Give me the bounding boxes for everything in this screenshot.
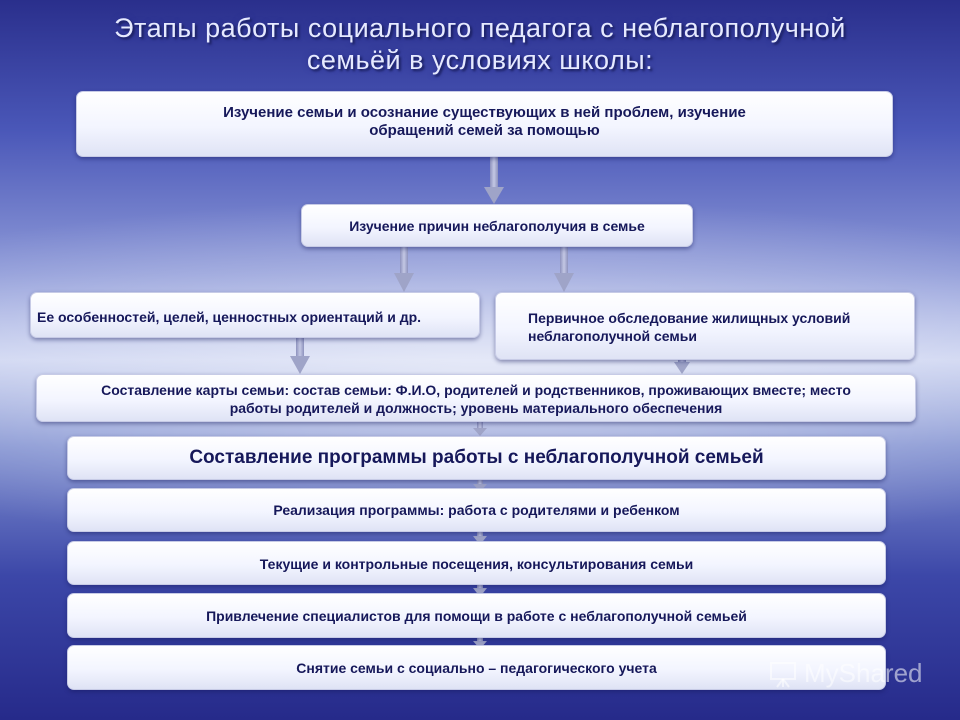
step-features xyxy=(30,292,480,338)
step-family-map xyxy=(36,374,916,422)
arrow-down-icon xyxy=(473,420,487,436)
step-program xyxy=(67,436,886,480)
arrow-down-icon xyxy=(394,247,414,292)
step-specialists-text: Привлечение специалистов для помощи в работе с неблагополучной семьей xyxy=(206,607,747,624)
step-family-map-line1: Составление карты семьи: состав семьи: Ф.И.О, родителей и родственников, проживающих вместе; место xyxy=(101,382,851,398)
arrow-down-icon xyxy=(484,157,504,204)
step-study-family xyxy=(76,91,893,157)
step-specialists xyxy=(67,593,886,638)
step-visits-text: Текущие и контрольные посещения, консультирования семьи xyxy=(259,556,694,572)
step-inspection-line1: Первичное обследование жилищных условий xyxy=(528,310,851,326)
step-study-family-line2: обращений семей за помощью xyxy=(369,122,600,139)
watermark-text: MyShared xyxy=(804,658,923,688)
slide-title-line1: Этапы работы социального педагога с неблагополучной xyxy=(114,13,846,43)
step-implementation-text: Реализация программы: работа с родителями и ребенком xyxy=(273,502,680,518)
step-study-family-line1: Изучение семьи и осознание существующих в ней проблем, изучение xyxy=(223,104,746,121)
step-visits xyxy=(67,541,886,585)
arrow-down-icon xyxy=(554,247,574,292)
presentation-board-icon xyxy=(768,659,798,689)
step-causes-text: Изучение причин неблагополучия в семье xyxy=(349,217,645,234)
step-causes xyxy=(301,204,693,247)
slide-title-line2: семьёй в условиях школы: xyxy=(306,45,654,75)
step-inspection xyxy=(495,292,915,360)
arrow-down-icon xyxy=(290,338,310,374)
step-family-map-line2: работы родителей и должность; уровень материального обеспечения xyxy=(229,400,723,416)
step-inspection-line2: неблагополучной семьи xyxy=(528,328,697,344)
step-deregistration xyxy=(67,645,886,690)
step-features-text: Ее особенностей, целей, ценностных ориентаций и др. xyxy=(37,309,422,325)
watermark xyxy=(768,658,923,689)
step-implementation xyxy=(67,488,886,532)
step-program-text: Составление программы работы с неблагополучной семьей xyxy=(189,447,764,468)
step-deregistration-text: Снятие семьи с социально – педагогического учета xyxy=(296,659,657,676)
